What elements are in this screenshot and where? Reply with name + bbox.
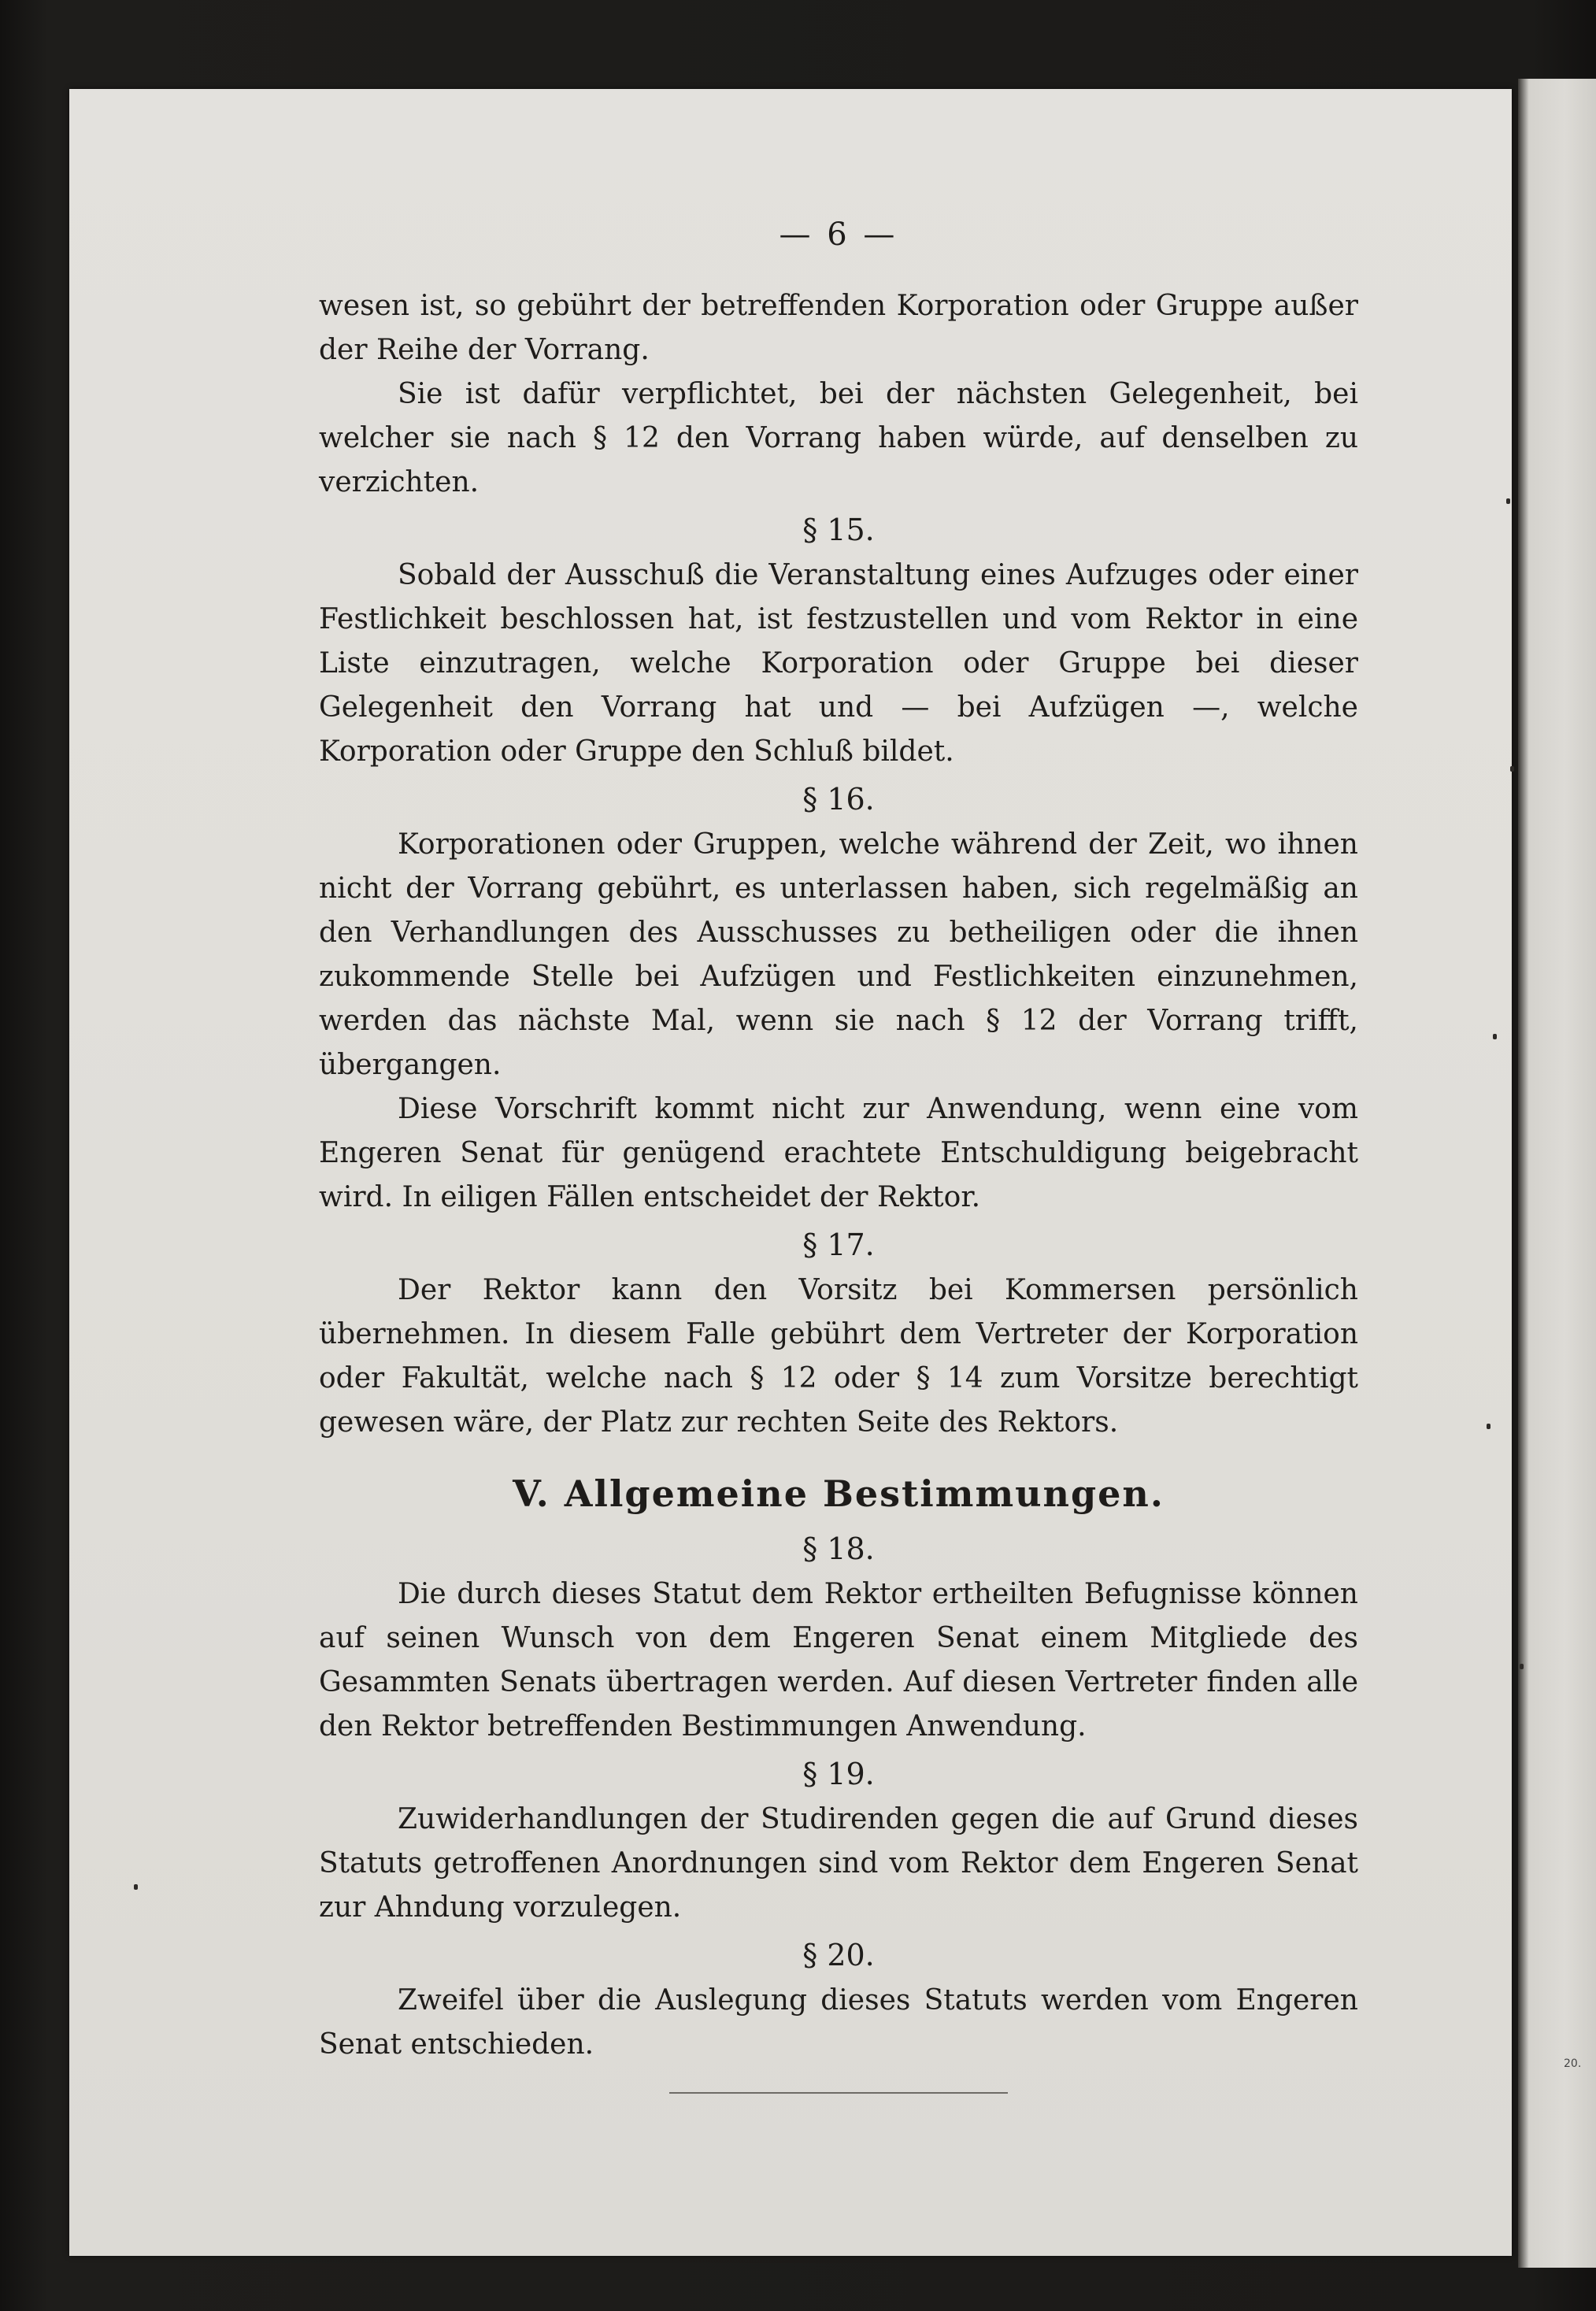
facing-page-mark: 20. — [1564, 2057, 1582, 2070]
speck — [1487, 1424, 1490, 1429]
paragraph: Die durch dieses Statut dem Rektor ertheilten Befugnisse können auf seinen Wunsch von dem Engeren Senat einem Mitgliede des Gesammten Senats übertragen werden. Auf diesen Vertreter finden alle den Rektor betreffenden Bestimmungen Anwendung. — [319, 1578, 1358, 1743]
section-18 — [319, 1527, 1358, 1749]
paragraph: Zweifel über die Auslegung dieses Statuts werden vom Engeren Senat entschieden. — [319, 1984, 1358, 2061]
continued-text — [319, 284, 1358, 505]
facing-page-edge — [1518, 79, 1596, 2268]
section-label: § 15. — [802, 513, 875, 547]
section-label: § 18. — [802, 1531, 875, 1566]
section-16 — [319, 777, 1358, 1220]
speck — [1493, 1034, 1497, 1039]
section-17 — [319, 1223, 1358, 1445]
paragraph: Sie ist dafür verpflichtet, bei der nächsten Gelegenheit, bei welcher sie nach § 12 den Vorrang haben würde, auf denselben zu verzichten. — [319, 378, 1358, 498]
paragraph: Korporationen oder Gruppen, welche während der Zeit, wo ihnen nicht der Vorrang gebührt, es unterlassen haben, sich regelmäßig an den Verhandlungen des Ausschusses zu betheiligen oder die ihnen zukommende Stelle bei Aufzügen und Festlichkeiten einzunehmen, werden das nächste Mal, wenn sie nach § 12 der Vorrang trifft, übergangen. — [319, 828, 1358, 1081]
section-label: § 17. — [802, 1228, 875, 1262]
paragraph: Diese Vorschrift kommt nicht zur Anwendung, wenn eine vom Engeren Senat für genügend erachtete Entschuldigung beigebracht wird. In eiligen Fällen entscheidet der Rektor. — [319, 1093, 1358, 1213]
page-number: — 6 — — [779, 217, 898, 253]
section-19 — [319, 1752, 1358, 1930]
page-content — [319, 217, 1358, 2094]
speck — [1510, 766, 1514, 772]
paragraph: wesen ist, so gebührt der betreffenden Korporation oder Gruppe außer der Reihe der Vorrang. — [319, 290, 1358, 366]
speck — [1520, 1664, 1524, 1669]
paragraph: Der Rektor kann den Vorsitz bei Kommersen persönlich übernehmen. In diesem Falle gebührt dem Vertreter der Korporation oder Fakultät, welche nach § 12 oder § 14 zum Vorsitze berechtigt gewesen wäre, der Platz zur rechten Seite des Rektors. — [319, 1274, 1358, 1439]
section-15 — [319, 508, 1358, 774]
section-label: § 20. — [802, 1938, 875, 1972]
section-label: § 16. — [802, 782, 875, 817]
section-label: § 19. — [802, 1757, 875, 1791]
paragraph: Sobald der Ausschuß die Veranstaltung eines Aufzuges oder einer Festlichkeit beschlossen hat, ist festzustellen und vom Rektor in eine Liste einzutragen, welche Korporation oder Gruppe bei dieser Gelegenheit den Vorrang hat und — bei Aufzügen —, welche Korporation oder Gruppe den Schluß bildet. — [319, 559, 1358, 768]
closing-rule — [669, 2092, 1008, 2094]
section-20 — [319, 1933, 1358, 2067]
speck — [1506, 498, 1510, 504]
paragraph: Zuwiderhandlungen der Studirenden gegen die auf Grund dieses Statuts getroffenen Anordnungen sind vom Rektor dem Engeren Senat zur Ahndung vorzulegen. — [319, 1803, 1358, 1924]
chapter-heading: V. Allgemeine Bestimmungen. — [513, 1472, 1165, 1515]
speck — [134, 1884, 138, 1890]
